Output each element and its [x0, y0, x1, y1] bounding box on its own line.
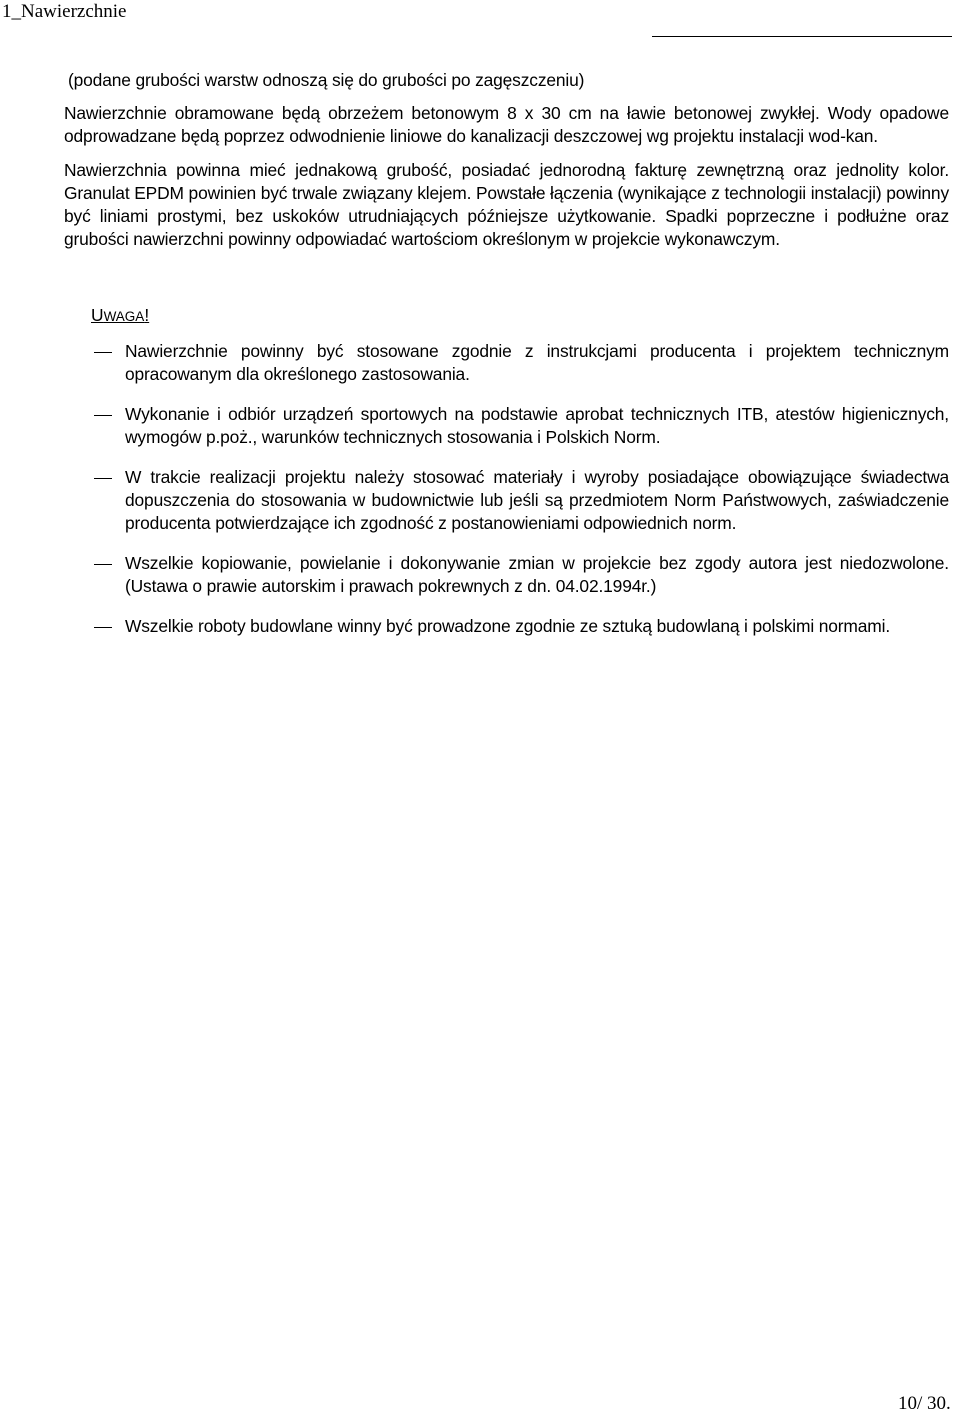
page-number: 10/ 30.	[898, 1393, 951, 1414]
paragraph-drainage: Nawierzchnie obramowane będą obrzeżem betonowym 8 x 30 cm na ławie betonowej zwykłej. Wody opadowe odprowadzane będą poprzez odwodnienie liniowe do kanalizacji deszczowej wg projektu instalacji wod-kan.	[64, 103, 949, 146]
dash-bullet-icon	[94, 415, 112, 416]
warning-list	[0, 340, 960, 655]
warning-heading-rest: WAGA	[103, 309, 145, 324]
dash-bullet-icon	[94, 627, 112, 628]
list-item-text: W trakcie realizacji projektu należy stosować materiały i wyroby posiadające obowiązujące świadectwa dopuszczenia do stosowania w budownictwie lub jeśli są przedmiotem Norm Państwowych, zaświadczenie producenta potwierdzające ich zgodność z postanowieniami odpowiednich norm.	[125, 467, 949, 533]
warning-heading-initial: U	[91, 305, 104, 325]
list-item	[0, 466, 960, 535]
list-item-text: Wszelkie kopiowanie, powielanie i dokonywanie zmian w projekcie bez zgody autora jest niedozwolone. (Ustawa o prawie autorskim i prawach pokrewnych z dn. 04.02.1994r.)	[125, 553, 949, 596]
document-title: 1_Nawierzchnie	[2, 1, 127, 22]
list-item-text: Wykonanie i odbiór urządzeń sportowych na podstawie aprobat technicznych ITB, atestów higienicznych, wymogów p.poż., warunków technicznych stosowania i Polskich Norm.	[125, 404, 949, 447]
list-item-text: Nawierzchnie powinny być stosowane zgodnie z instrukcjami producenta i projektem technicznym opracowanym dla określonego zastosowania.	[125, 341, 949, 384]
list-item-text: Wszelkie roboty budowlane winny być prowadzone zgodnie ze sztuką budowlaną i polskimi normami.	[125, 616, 891, 636]
dash-bullet-icon	[94, 478, 112, 479]
dash-bullet-icon	[94, 564, 112, 565]
list-item	[0, 340, 960, 386]
intro-note: (podane grubości warstw odnoszą się do grubości po zagęszczeniu)	[68, 70, 585, 90]
warning-heading-mark: !	[144, 305, 150, 325]
main-text	[64, 102, 949, 262]
dash-bullet-icon	[94, 352, 112, 353]
list-item	[0, 552, 960, 598]
warning-heading	[91, 304, 149, 328]
list-item	[0, 403, 960, 449]
page-header	[0, 0, 960, 40]
paragraph-surface-requirements: Nawierzchnia powinna mieć jednakową grubość, posiadać jednorodną fakturę zewnętrzną oraz jednolity kolor. Granulat EPDM powinien być trwale związany klejem. Powstałe łączenia (wynikające z technologii instalacji) powinny być liniami prostymi, bez uskoków utrudniających późniejsze użytkowanie. Spadki poprzeczne i podłużne oraz grubości nawierzchni powinny odpowiadać wartościom określonym w projekcie wykonawczym.	[64, 160, 949, 249]
header-rule	[652, 36, 952, 37]
list-item	[0, 615, 960, 638]
